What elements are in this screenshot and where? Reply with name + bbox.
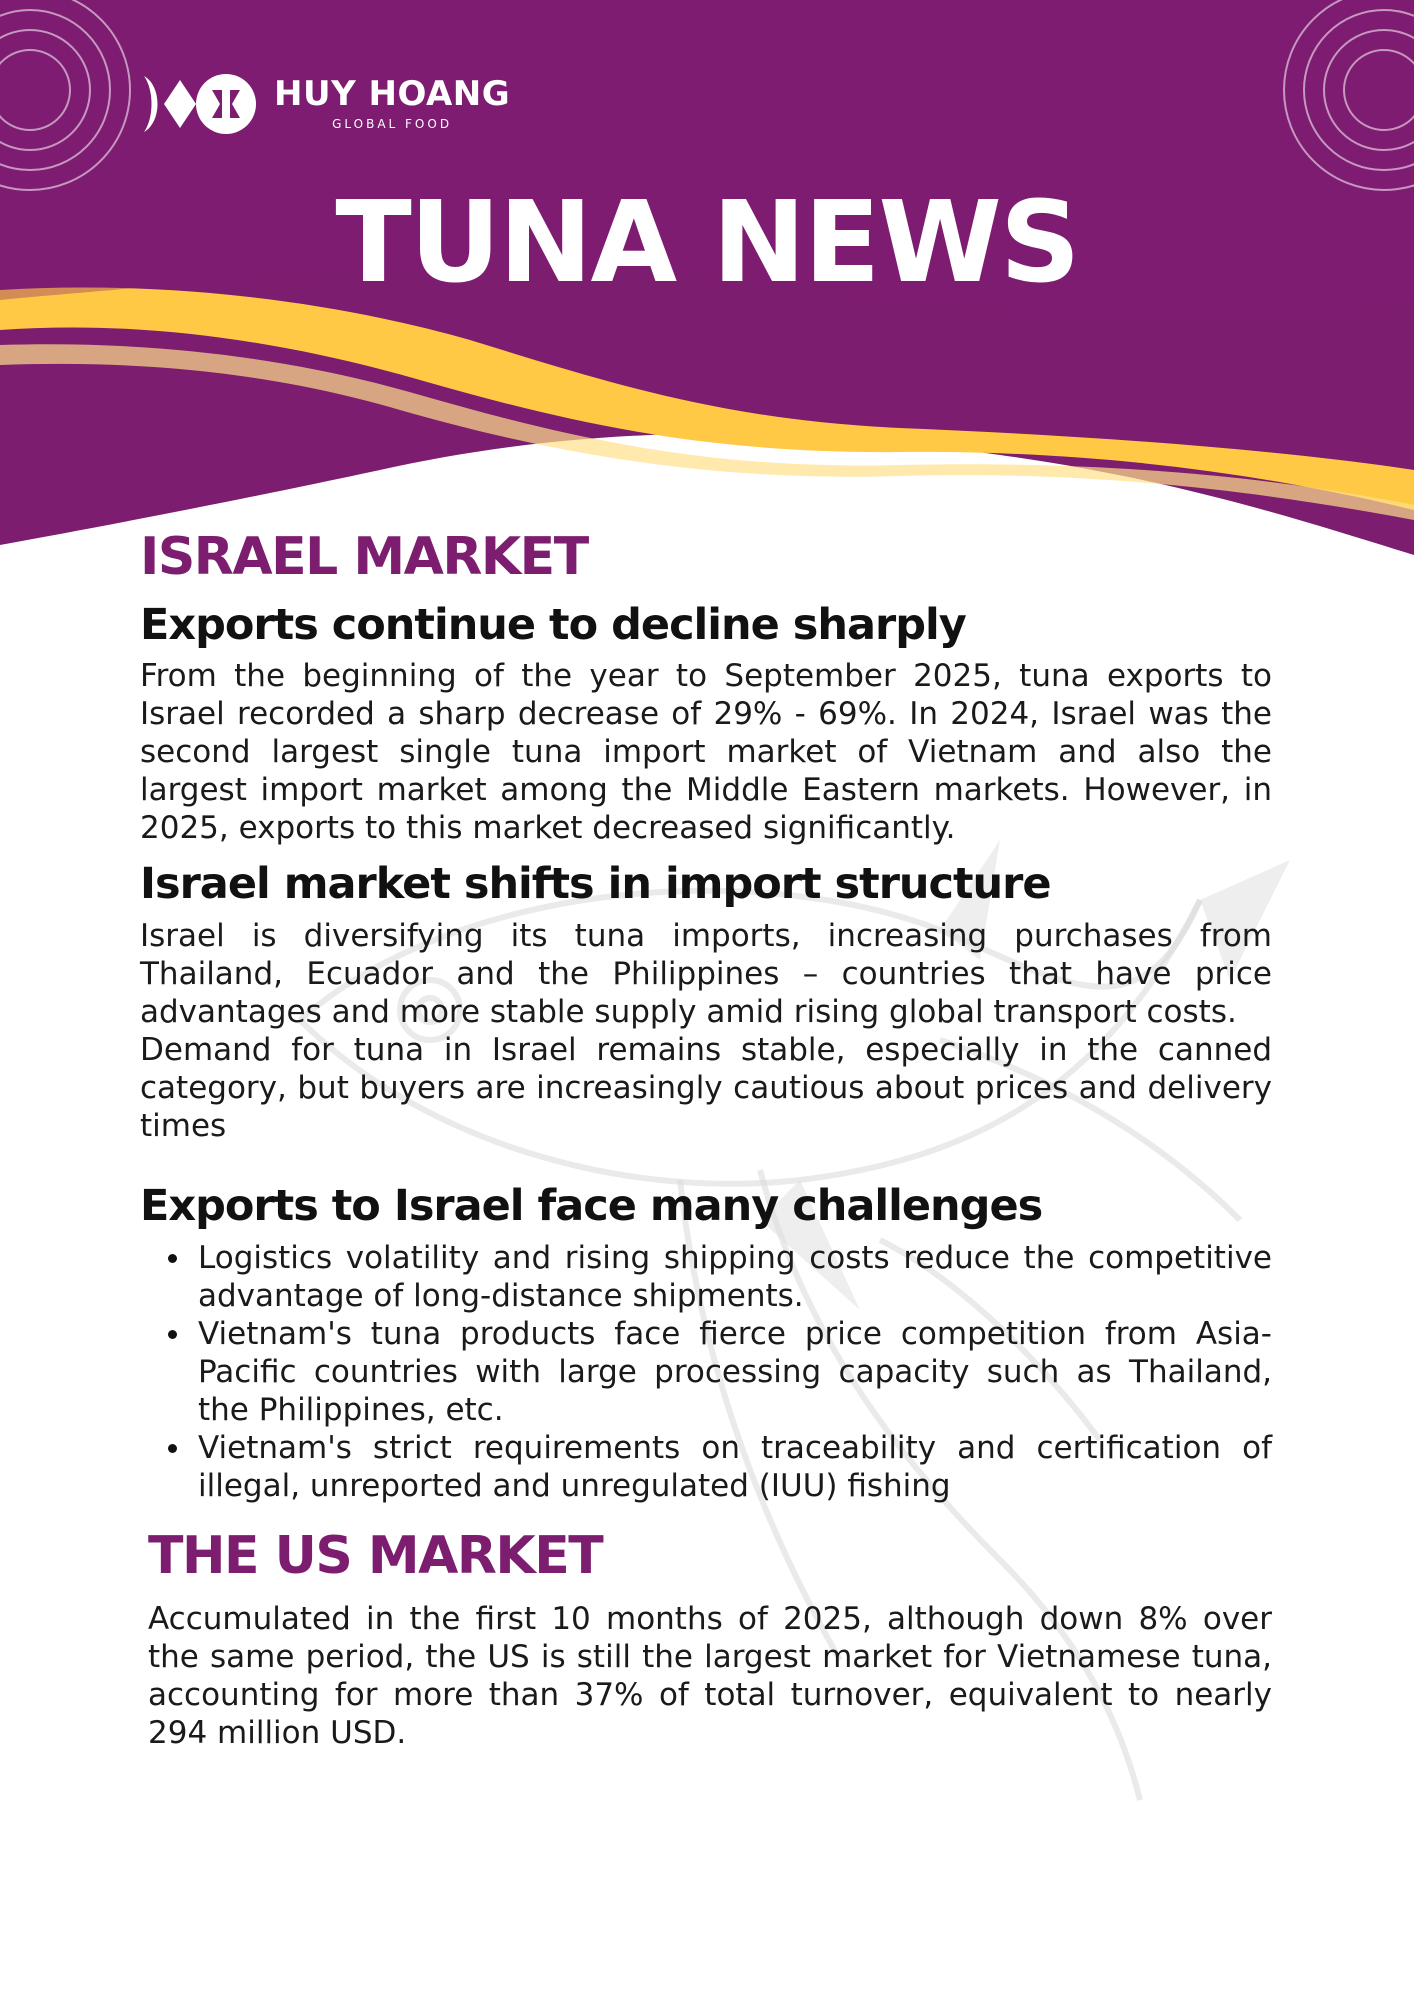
list-item — [140, 1429, 1272, 1505]
shift-paragraph-1: Israel is diversifying its tuna imports, increasing purchases from Thailand, Ecuador and the Philippines – countries that have price advantages and more stable supply amid rising global transport costs. — [140, 917, 1272, 1030]
bullet-icon — [168, 1254, 177, 1263]
list-item — [140, 1315, 1272, 1429]
us-market-heading: THE US MARKET — [148, 1525, 603, 1586]
decline-heading: Exports continue to decline sharply — [140, 599, 966, 650]
us-market-paragraph: Accumulated in the first 10 months of 2025, although down 8% over the same period, the US is still the largest market for Vietnamese tuna, accounting for more than 37% of total turnover, equivalent to nearly 294 million USD. — [148, 1601, 1272, 1752]
fish-logo-icon — [140, 68, 260, 140]
brand-tagline: GLOBAL FOOD — [332, 117, 453, 131]
bullet-icon — [168, 1330, 177, 1339]
challenges-list — [140, 1239, 1272, 1505]
list-item-text: Vietnam's tuna products face fierce price competition from Asia-Pacific countries with large processing capacity such as Thailand, the Philippines, etc. — [198, 1315, 1272, 1428]
brand-logo — [140, 68, 510, 140]
challenges-heading: Exports to Israel face many challenges — [140, 1180, 1043, 1231]
list-item — [140, 1239, 1272, 1315]
shift-paragraph-2: Demand for tuna in Israel remains stable, especially in the canned category, but buyers are increasingly cautious about prices and delivery times — [140, 1031, 1272, 1144]
decline-paragraph: From the beginning of the year to September 2025, tuna exports to Israel recorded a sharp decrease of 29% - 69%. In 2024, Israel was the second largest single tuna import market of Vietnam and also the largest import market among the Middle Eastern markets. However, in 2025, exports to this market decreased significantly. — [140, 658, 1272, 847]
list-item-text: Logistics volatility and rising shipping costs reduce the competitive advantage of long-distance shipments. — [198, 1239, 1272, 1314]
bullet-icon — [168, 1444, 177, 1453]
us-market-section — [140, 1527, 1272, 1753]
brand-name: HUY HOANG — [274, 74, 511, 114]
shift-heading: Israel market shifts in import structure — [140, 859, 1051, 910]
article-body — [140, 528, 1272, 1752]
israel-market-heading: ISRAEL MARKET — [140, 527, 588, 587]
page-title: TUNA NEWS — [335, 178, 1079, 308]
list-item-text: Vietnam's strict requirements on traceability and certification of illegal, unreported and unregulated (IUU) fishing — [198, 1429, 1272, 1504]
